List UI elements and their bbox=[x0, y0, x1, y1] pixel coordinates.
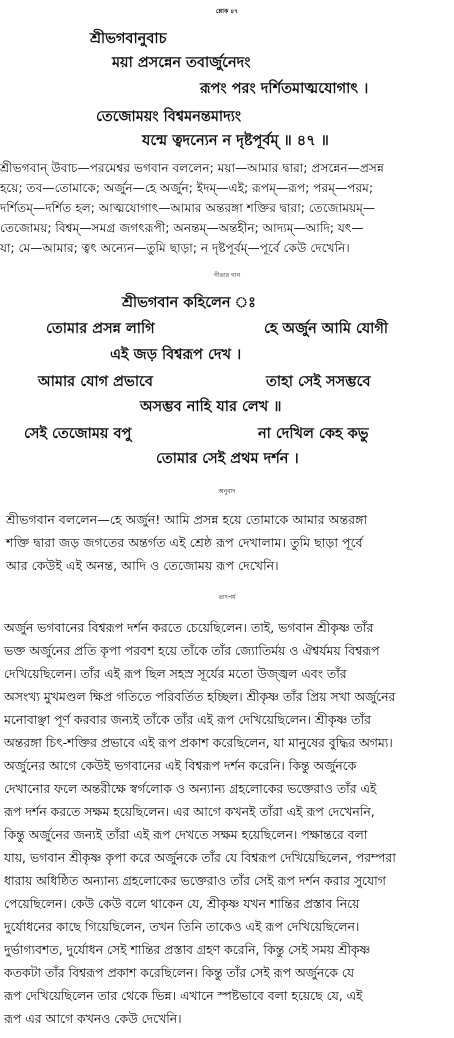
purport-line-18: রূপ এর আগে কখনও কেউ দেখেনি। bbox=[4, 1011, 182, 1026]
purport-line-1: অর্জুন ভগবানের বিশ্বরূপ দর্শন করতে চেয়েছিলেন। তাই, ভগবান শ্রীকৃষ্ণ তাঁর bbox=[4, 620, 374, 635]
song-line-4: অসম্ভব নাহি যার লেখ ॥ bbox=[140, 399, 282, 415]
translation-heading: অনুবাদ bbox=[218, 488, 236, 495]
translation-line-2: শক্তি দ্বারা জড় জগতের অন্তর্গত এই শ্রেষ্ঠ রূপ দেখালাম। তুমি ছাড়া পূর্বে bbox=[6, 535, 363, 550]
verse-line-4: যন্মে ত্বদন্যেন ন দৃষ্টপূর্বম্ ॥ ৪৭ ॥ bbox=[142, 133, 329, 149]
song-line-2: এই জড় বিশ্বরূপ দেখ । bbox=[110, 347, 242, 363]
synonyms-line-2: হয়ে; তব—তোমাকে; অর্জুন—হে অর্জুন; ইদম্—এই; রূপম্—রূপ; পরম্—পরম; bbox=[0, 181, 374, 195]
purport-line-8: দেখানোর ফলে অন্তরীক্ষে স্বর্গলোক ও অন্যান্য গ্রহলোকের ভক্তেরাও তাঁর এই bbox=[4, 781, 377, 796]
purport-line-16: কতকটা তাঁর বিশ্বরূপ প্রকাশ করেছিলেন। কিন্তু তাঁর সেই রূপ অর্জুনকে যে bbox=[4, 965, 354, 980]
synonyms-line-4: তেজোময়; বিশ্বম্—সমগ্র জগৎরূপী; অনন্তম্—অন্তহীন; আদ্যম্—আদি; যৎ— bbox=[0, 221, 364, 235]
verse-number-heading: শ্লোক ৪৭ bbox=[215, 8, 239, 15]
verse-line-1: ময়া প্রসন্নেন তবার্জুনেদং bbox=[112, 55, 251, 71]
purport-line-13: পেয়েছিলেন। কেউ কেউ বলে থাকেন যে, শ্রীকৃষ্ণ যখন শান্তির প্রস্তাব নিয়ে bbox=[4, 896, 360, 911]
song-line-3a: আমার যোগ প্রভাবে bbox=[38, 374, 153, 390]
verse-line-3: তেজোময়ং বিশ্বমনন্তমাদ্যং bbox=[96, 109, 242, 125]
purport-line-5: মনোবাঞ্ছা পূর্ণ করবার জন্যই তাঁকে তাঁর এই রূপ দেখিয়েছিলেন। শ্রীকৃষ্ণ তাঁর bbox=[4, 712, 371, 727]
purport-line-11: যায়, ভগবান শ্রীকৃষ্ণ কৃপা করে অর্জুনকে তাঁর যে বিশ্বরূপ দেখিয়েছিলেন, পরম্পরা bbox=[4, 850, 396, 865]
song-line-5a: সেই তেজোময় বপু bbox=[24, 426, 132, 442]
song-line-3b: তাহা সেই সসম্ভবে bbox=[266, 374, 371, 390]
translation-line-1: শ্রীভগবান বললেন—হে অর্জুন! আমি প্রসন্ন হয়ে তোমাকে আমার অন্তরঙ্গা bbox=[6, 512, 368, 527]
song-speaker: শ্রীভগবান কহিলেন ঃ bbox=[122, 295, 256, 311]
verse-speaker: শ্রীভগবানুবাচ bbox=[90, 31, 167, 47]
synonyms-line-5: যা; মে—আমার; ত্বৎ অন্যেন—তুমি ছাড়া; ন দৃষ্টপূর্বম্—পূর্বে কেউ দেখেনি। bbox=[0, 241, 350, 255]
purport-line-3: দেখিয়েছিলেন। তাঁর এই রূপ ছিল সহস্র সূর্যের মতো উজ্জ্বল এবং তাঁর bbox=[4, 666, 347, 681]
purport-line-6: অন্তরঙ্গা চিৎ-শক্তির প্রভাবে এই রূপ প্রকাশ করেছিলেন, যা মানুষের বুদ্ধির অগম্য। bbox=[4, 735, 393, 750]
synonyms-line-1: শ্রীভগবান্ উবাচ—পরমেশ্বর ভগবান বললেন; ময়া—আমার দ্বারা; প্রসন্নেন—প্রসন্ন bbox=[0, 161, 384, 175]
purport-line-7: অর্জুনের আগে কেউই ভগবানের এই বিশ্বরূপ দর্শন করেনি। কিন্তু অর্জুনকে bbox=[4, 758, 357, 773]
purport-heading: তাৎপর্য bbox=[218, 594, 236, 601]
translation-line-3: আর কেউই এই অনন্ত, আদি ও তেজোময় রূপ দেখেনি। bbox=[6, 558, 279, 573]
purport-line-10: কিন্তু অর্জুনের জন্যই তাঁরা এই রূপ দেখতে সক্ষম হয়েছিলেন। পক্ষান্তরে বলা bbox=[4, 827, 368, 842]
purport-line-9: রূপ দর্শন করতে সক্ষম হয়েছিলেন। এর আগে কখনই তাঁরা এই রূপ দেখেননি, bbox=[4, 804, 375, 819]
purport-line-2: ভক্ত অর্জুনের প্রতি কৃপা পরবশ হয়ে তাঁকে তাঁর জ্যোতির্ময় ও ঐশ্বর্যময় বিশ্বরূপ bbox=[4, 643, 380, 658]
synonyms-line-3: দর্শিতম্—দর্শিত হল; আত্মযোগাৎ—আমার অন্তরঙ্গা শক্তির দ্বারা; তেজোময়ম্— bbox=[0, 201, 376, 215]
purport-line-4: অসংখ্য মুখমণ্ডল ক্ষিপ্র গতিতে পরিবর্তিত হচ্ছিল। শ্রীকৃষ্ণ তাঁর প্রিয় সখা অর্জুনের bbox=[4, 689, 396, 704]
purport-line-17: রূপ দেখিয়েছিলেন তার থেকে ভিন্ন। এখানে স্পষ্টভাবে বলা হয়েছে যে, এই bbox=[4, 988, 363, 1003]
song-line-6: তোমার সেই প্রথম দর্শন । bbox=[156, 451, 299, 467]
purport-line-12: ধারায় অধিষ্ঠিত অন্যান্য গ্রহলোকের ভক্তেরাও তাঁর সেই রূপ দর্শন করার সুযোগ bbox=[4, 873, 386, 888]
song-line-1a: তোমার প্রসন্ন লাগি bbox=[46, 321, 155, 337]
purport-line-15: দুর্ভাগ্যবশত, দুর্যোধন সেই শান্তির প্রস্তাব গ্রহণ করেনি, কিন্তু সেই সময় শ্রীকৃষ্ণ bbox=[4, 942, 371, 957]
purport-line-14: দুর্যোধনের কাছে গিয়েছিলেন, তখন তিনি তাকেও এই রূপ দেখিয়েছিলেন। bbox=[4, 919, 360, 934]
verse-line-2: রূপং পরং দর্শিতমাত্মযোগাৎ । bbox=[200, 81, 369, 97]
song-line-5b: না দেখিল কেহ কভু bbox=[258, 426, 369, 442]
song-heading: গীতার গান bbox=[213, 272, 241, 279]
song-line-1b: হে অর্জুন আমি যোগী bbox=[264, 321, 389, 337]
